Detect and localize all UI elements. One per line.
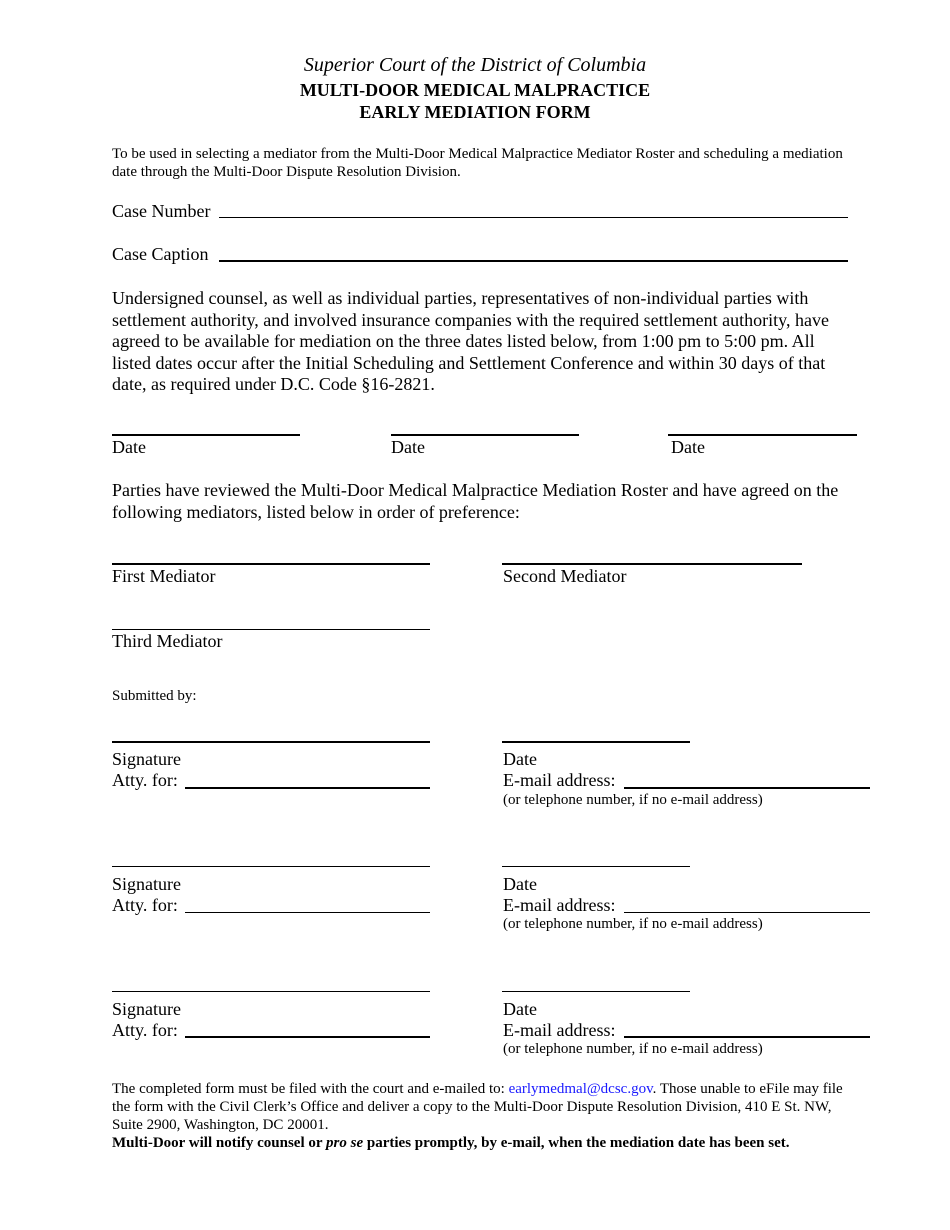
email-field-1[interactable] bbox=[624, 787, 870, 789]
email-label-3: E-mail address: bbox=[503, 1020, 616, 1040]
first-mediator-field[interactable] bbox=[112, 563, 430, 565]
form-title-line1: MULTI-DOOR MEDICAL MALPRACTICE bbox=[299, 80, 651, 100]
intro-text: To be used in selecting a mediator from the Multi-Door Medical Malpractice Mediator Roster and scheduling a mediation date through the Multi-Door Dispute Resolution Division. bbox=[112, 146, 843, 180]
form-title-line2: EARLY MEDIATION FORM bbox=[359, 102, 591, 122]
footer-text-before: The completed form must be filed with the court and e-mailed to: bbox=[112, 1081, 509, 1097]
email-field-3[interactable] bbox=[624, 1036, 870, 1038]
signature-field-3[interactable] bbox=[112, 991, 430, 992]
atty-label-3: Atty. for: bbox=[112, 1020, 178, 1040]
atty-label-1: Atty. for: bbox=[112, 770, 178, 790]
sig-date-label-2: Date bbox=[503, 874, 537, 894]
sig-date-label-3: Date bbox=[503, 999, 537, 1019]
second-mediator-label: Second Mediator bbox=[503, 566, 627, 586]
atty-field-1[interactable] bbox=[185, 787, 430, 789]
sig-date-field-1[interactable] bbox=[502, 741, 690, 743]
second-mediator-field[interactable] bbox=[502, 563, 802, 565]
roster-paragraph: Parties have reviewed the Multi-Door Medical Malpractice Mediation Roster and have agreed on the following mediators, listed below in order of preference: bbox=[112, 480, 839, 522]
agreement-paragraph: Undersigned counsel, as well as individual parties, representatives of non-individual parties with settlement authority, and involved insurance companies with the required settlement authority, have agreed to be available for mediation on the three dates listed below, from 1:00 pm to 5:00 pm. All listed dates occur after the Initial Scheduling and Settlement Conference and within 30 days of that date, as required under D.C. Code §16-2821. bbox=[112, 288, 829, 394]
email-note-1: (or telephone number, if no e-mail address) bbox=[503, 792, 763, 808]
sig-date-field-3[interactable] bbox=[502, 991, 690, 992]
sig-date-label-1: Date bbox=[503, 749, 537, 769]
footer-notice-part1: Multi-Door will notify counsel or bbox=[112, 1135, 327, 1151]
case-caption-label: Case Caption bbox=[112, 244, 209, 264]
atty-field-3[interactable] bbox=[185, 1036, 430, 1038]
date-label-1: Date bbox=[112, 437, 146, 457]
date-label-3: Date bbox=[671, 437, 705, 457]
email-label-1: E-mail address: bbox=[503, 770, 616, 790]
email-field-2[interactable] bbox=[624, 912, 870, 913]
court-name: Superior Court of the District of Columbia bbox=[303, 54, 647, 76]
submitted-by-label: Submitted by: bbox=[112, 688, 197, 704]
case-number-label: Case Number bbox=[112, 201, 211, 221]
signature-field-2[interactable] bbox=[112, 866, 430, 867]
footer-notice-part2: parties promptly, by e-mail, when the mediation date has been set. bbox=[363, 1135, 790, 1151]
email-label-2: E-mail address: bbox=[503, 895, 616, 915]
first-mediator-label: First Mediator bbox=[112, 566, 216, 586]
signature-label-1: Signature bbox=[112, 749, 181, 769]
case-caption-field[interactable] bbox=[219, 260, 848, 262]
atty-field-2[interactable] bbox=[185, 912, 430, 913]
email-note-3: (or telephone number, if no e-mail address) bbox=[503, 1041, 763, 1057]
footer-instructions bbox=[112, 1080, 852, 1152]
footer-email-link[interactable]: earlymedmal@dcsc.gov bbox=[508, 1081, 653, 1097]
third-mediator-label: Third Mediator bbox=[112, 631, 223, 651]
date-field-2[interactable] bbox=[391, 434, 579, 436]
signature-field-1[interactable] bbox=[112, 741, 430, 743]
third-mediator-field[interactable] bbox=[112, 629, 430, 630]
footer-notice bbox=[112, 1135, 790, 1151]
case-number-field[interactable] bbox=[219, 217, 848, 218]
footer-text-after: . Those unable to eFile may file the form with the Civil Clerk’s Office and deliver a copy to the Multi-Door Dispute Resolution Division, 410 E St. NW, Suite 2900, Washington, DC 20001. bbox=[112, 1081, 843, 1133]
signature-label-2: Signature bbox=[112, 874, 181, 894]
date-field-3[interactable] bbox=[668, 434, 857, 436]
date-label-2: Date bbox=[391, 437, 425, 457]
sig-date-field-2[interactable] bbox=[502, 866, 690, 867]
date-field-1[interactable] bbox=[112, 434, 300, 436]
email-note-2: (or telephone number, if no e-mail address) bbox=[503, 916, 763, 932]
signature-label-3: Signature bbox=[112, 999, 181, 1019]
footer-notice-pro-se: pro se bbox=[326, 1135, 364, 1151]
atty-label-2: Atty. for: bbox=[112, 895, 178, 915]
